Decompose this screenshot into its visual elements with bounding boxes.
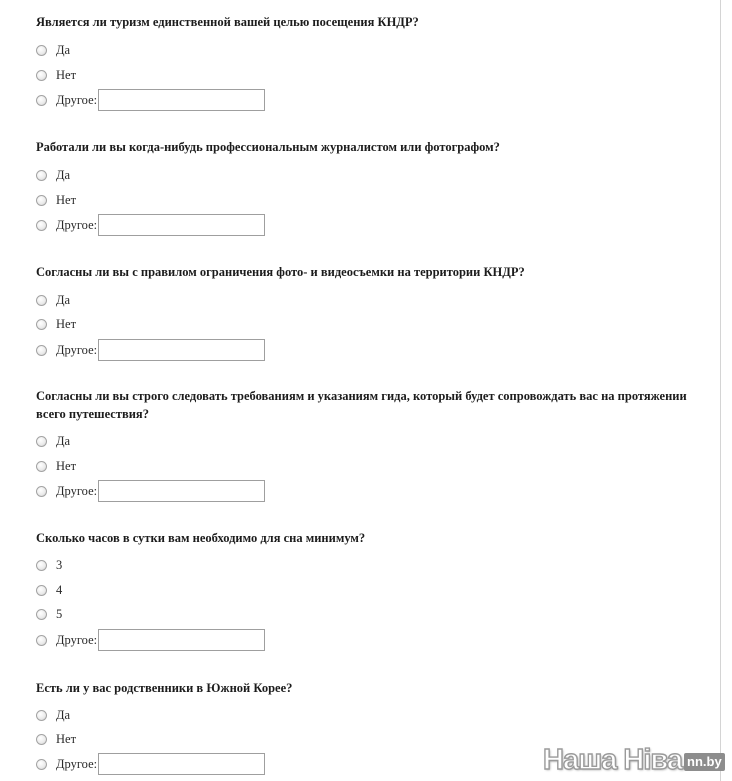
option-label: Другое: [56, 756, 98, 771]
q4-other-input[interactable] [98, 480, 265, 502]
option-label: Нет [56, 458, 77, 473]
q2-option-other[interactable] [36, 214, 265, 236]
question-2-title: Работали ли вы когда-нибудь профессиональным журналистом или фотографом? [36, 140, 500, 154]
radio-button[interactable] [36, 585, 47, 596]
question-5-title: Сколько часов в сутки вам необходимо для сна минимум? [36, 531, 366, 545]
radio-button[interactable] [36, 295, 47, 306]
q1-option-yes[interactable] [36, 39, 70, 61]
q2-option-yes[interactable] [36, 164, 70, 186]
q2-other-input[interactable] [98, 214, 265, 236]
option-label: Нет [56, 316, 77, 331]
q6-option-other[interactable] [36, 753, 265, 775]
radio-button[interactable] [36, 319, 47, 330]
q4-option-no[interactable] [36, 455, 76, 477]
q2-option-no[interactable] [36, 189, 76, 211]
radio-button[interactable] [36, 345, 47, 356]
radio-button[interactable] [36, 710, 47, 721]
radio-button[interactable] [36, 220, 47, 231]
q5-other-input[interactable] [98, 629, 265, 651]
option-label: Да [56, 167, 71, 182]
option-label: Да [56, 707, 71, 722]
radio-button[interactable] [36, 609, 47, 620]
radio-button[interactable] [36, 195, 47, 206]
q3-other-input[interactable] [98, 339, 265, 361]
radio-button[interactable] [36, 635, 47, 646]
radio-button[interactable] [36, 436, 47, 447]
watermark-badge: nn.by [684, 753, 725, 771]
radio-button[interactable] [36, 95, 47, 106]
q5-option-3[interactable] [36, 554, 62, 576]
q3-option-no[interactable] [36, 313, 76, 335]
question-3-title: Согласны ли вы с правилом ограничения фото- и видеосъемки на территории КНДР? [36, 265, 525, 279]
q1-other-input[interactable] [98, 89, 265, 111]
q5-option-4[interactable] [36, 579, 62, 601]
radio-button[interactable] [36, 45, 47, 56]
option-label: 5 [56, 606, 63, 621]
option-label: Другое: [56, 342, 98, 357]
radio-button[interactable] [36, 734, 47, 745]
radio-button[interactable] [36, 759, 47, 770]
q3-option-other[interactable] [36, 339, 265, 361]
radio-button[interactable] [36, 486, 47, 497]
q6-other-input[interactable] [98, 753, 265, 775]
q1-option-no[interactable] [36, 64, 76, 86]
option-label: 4 [56, 582, 63, 597]
option-label: Нет [56, 192, 77, 207]
q5-option-other[interactable] [36, 629, 265, 651]
question-6-title: Есть ли у вас родственники в Южной Корее? [36, 681, 293, 695]
option-label: Да [56, 433, 71, 448]
option-label: 3 [56, 557, 63, 572]
radio-button[interactable] [36, 70, 47, 81]
q6-option-no[interactable] [36, 728, 76, 750]
q4-option-yes[interactable] [36, 430, 70, 452]
option-label: Другое: [56, 217, 98, 232]
radio-button[interactable] [36, 461, 47, 472]
option-label: Нет [56, 731, 77, 746]
watermark-text: Наша Ніва [543, 743, 683, 776]
option-label: Другое: [56, 92, 98, 107]
q1-option-other[interactable] [36, 89, 265, 111]
radio-button[interactable] [36, 560, 47, 571]
nasha-niva-watermark-logo [543, 744, 725, 776]
option-label: Да [56, 42, 71, 57]
option-label: Да [56, 292, 71, 307]
q5-option-5[interactable] [36, 603, 62, 625]
question-1-title: Является ли туризм единственной вашей целью посещения КНДР? [36, 15, 419, 29]
radio-button[interactable] [36, 170, 47, 181]
question-4-title: Согласны ли вы строго следовать требованиям и указаниям гида, который будет сопровождать вас на протяжении всего путешествия? [36, 389, 687, 421]
option-label: Другое: [56, 483, 98, 498]
q6-option-yes[interactable] [36, 704, 70, 726]
q3-option-yes[interactable] [36, 289, 70, 311]
option-label: Другое: [56, 632, 98, 647]
option-label: Нет [56, 67, 77, 82]
q4-option-other[interactable] [36, 480, 265, 502]
